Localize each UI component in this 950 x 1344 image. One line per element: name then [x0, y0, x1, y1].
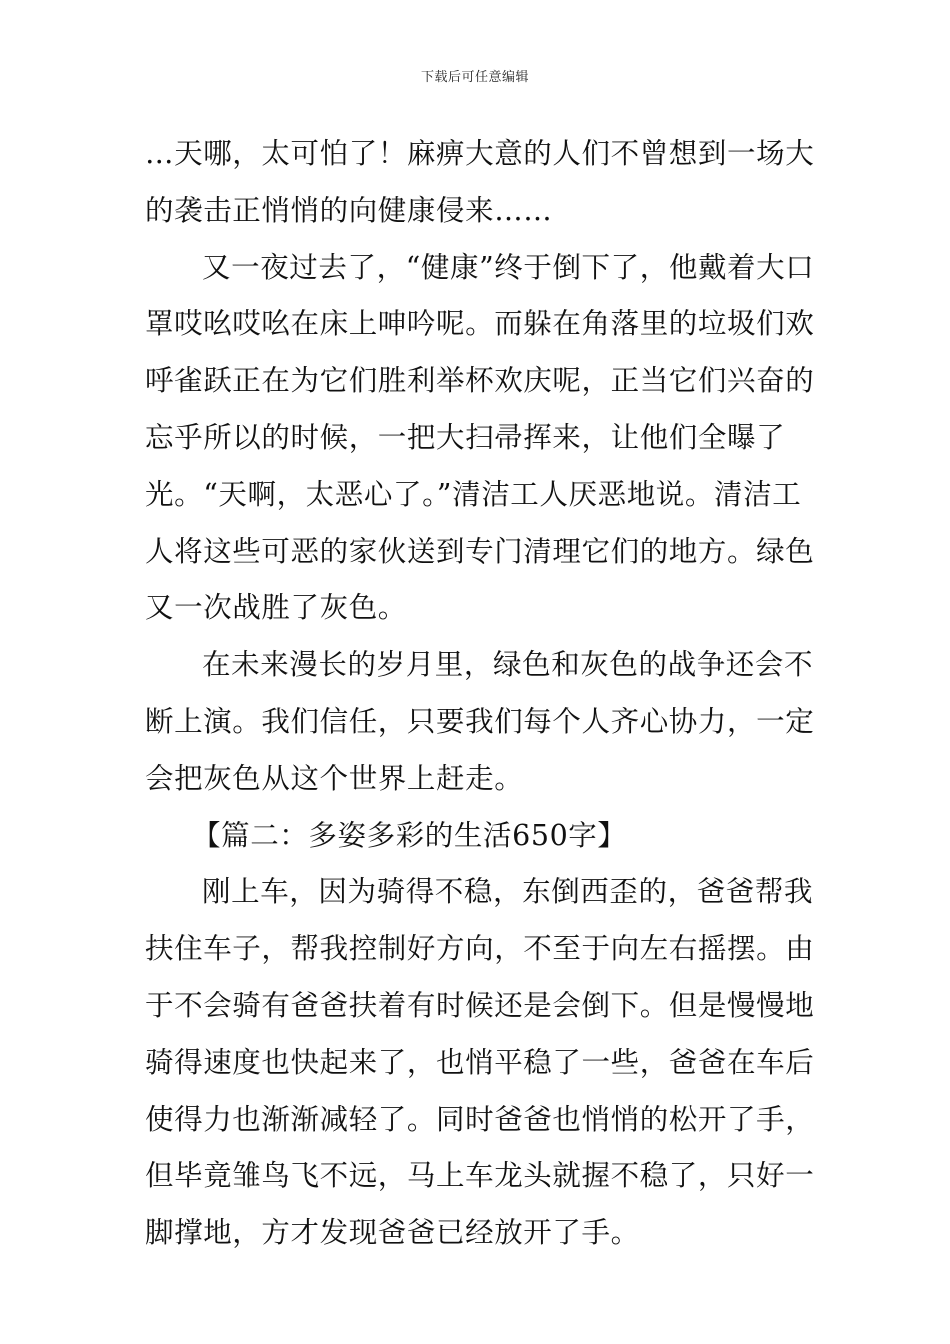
- paragraph-bike-riding: 刚上车，因为骑得不稳，东倒西歪的，爸爸帮我扶住车子，帮我控制好方向，不至于向左右摇摆。由于不会骑有爸爸扶着有时候还是会倒下。但是慢慢地骑得速度也快起来了，也悄平稳了一些，爸爸在车后使得力也渐渐减轻了。同时爸爸也悄悄的松开了手，但毕竟雏鸟飞不远，马上车龙头就握不稳了，只好一脚撑地，方才发现爸爸已经放开了手。: [145, 875, 815, 1250]
- document-body: [145, 126, 815, 1262]
- paragraph-health-falls: 又一夜过去了，“健康”终于倒下了，他戴着大口罩哎吆哎吆在床上呻吟呢。而躲在角落里的垃圾们欢呼雀跃正在为它们胜利举杯欢庆呢，正当它们兴奋的忘乎所以的时候，一把大扫帚挥来，让他们全曝了光。“天啊，太恶心了。”清洁工人厌恶地说。清洁工人将这些可恶的家伙送到专门清理它们的地方。绿色又一次战胜了灰色。: [145, 250, 815, 625]
- section-heading: 【篇二：多姿多彩的生活650字】: [192, 818, 627, 852]
- paragraph-future-war: 在未来漫长的岁月里，绿色和灰色的战争还会不断上演。我们信任，只要我们每个人齐心协力，一定会把灰色从这个世界上赶走。: [145, 648, 815, 795]
- page-header: 下载后可任意编辑: [420, 70, 529, 85]
- paragraph-continuation: …天哪，太可怕了！麻痹大意的人们不曾想到一场大的袭击正悄悄的向健康侵来……: [145, 137, 815, 227]
